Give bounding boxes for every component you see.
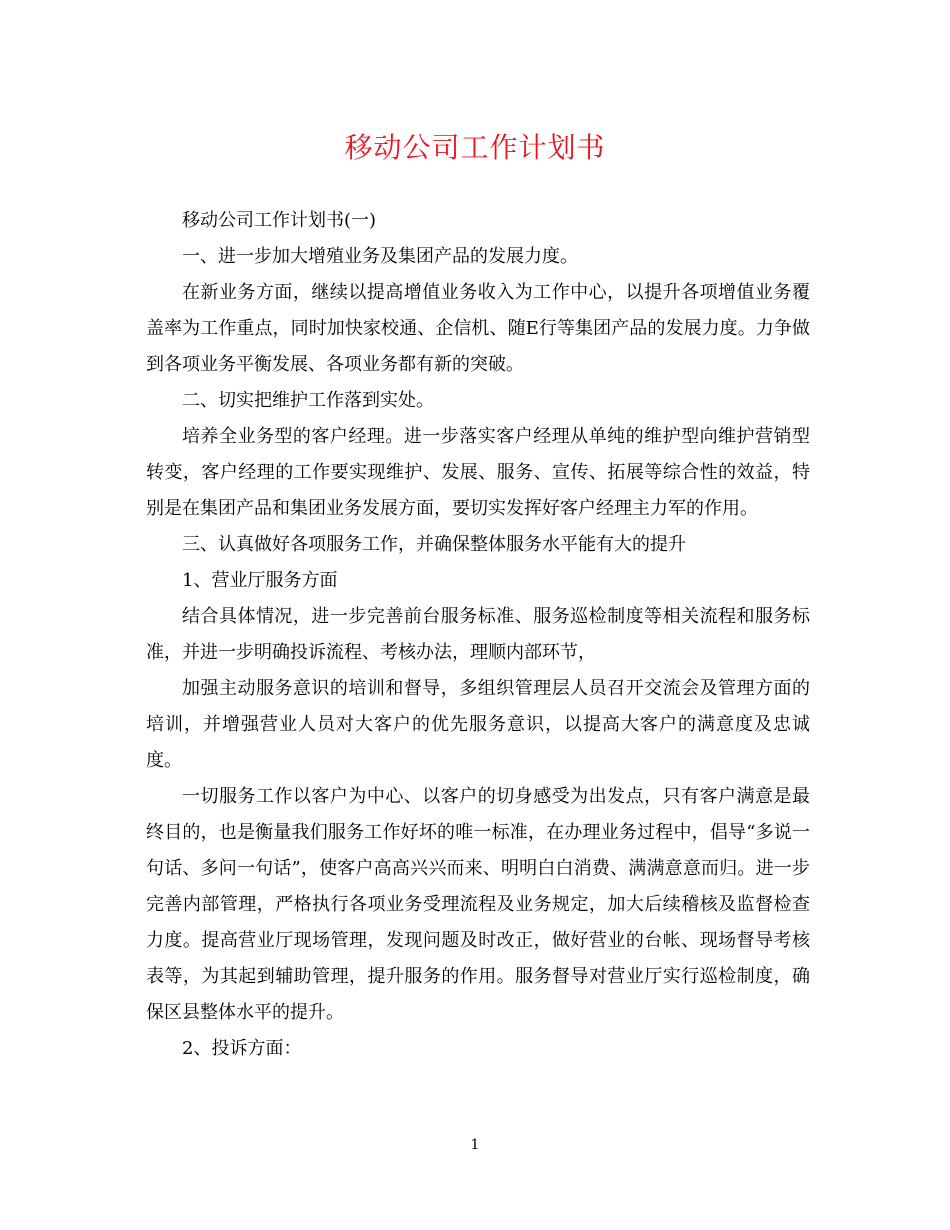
paragraph: 加强主动服务意识的培训和督导，多组织管理层人员召开交流会及管理方面的培训，并增强营业人员对大客户的优先服务意识，以提高大客户的满意度及忠诚度。	[146, 678, 810, 771]
paragraph: 三、认真做好各项服务工作，并确保整体服务水平能有大的提升	[182, 534, 686, 555]
paragraph: 1、营业厅服务方面	[182, 570, 338, 591]
paragraph: 移动公司工作计划书(一)	[182, 210, 377, 231]
paragraph: 2、投诉方面：	[182, 1038, 302, 1059]
paragraph: 一切服务工作以客户为中心、以客户的切身感受为出发点，只有客户满意是最终目的，也是衡量我们服务工作好坏的唯一标准，在办理业务过程中，倡导“多说一句话、多问一句话”，使客户高高兴兴而来、明明白白消费、满满意意而归。进一步完善内部管理，严格执行各项业务受理流程及业务规定，加大后续稽核及监督检查力度。提高营业厅现场管理，发现问题及时改正，做好营业的台帐、现场督导考核表等，为其起到辅助管理，提升服务的作用。服务督导对营业厅实行巡检制度，确保区县整体水平的提升。	[146, 786, 810, 1023]
paragraph: 培养全业务型的客户经理。进一步落实客户经理从单纯的维护型向维护营销型转变，客户经理的工作要实现维护、发展、服务、宣传、拓展等综合性的效益，特别是在集团产品和集团业务发展方面，要切实发挥好客户经理主力军的作用。	[146, 426, 810, 519]
paragraph: 在新业务方面，继续以提高增值业务收入为工作中心，以提升各项增值业务覆盖率为工作重点，同时加快家校通、企信机、随E行等集团产品的发展力度。力争做到各项业务平衡发展、各项业务都有新的突破。	[146, 282, 810, 375]
paragraph: 一、进一步加大增殖业务及集团产品的发展力度。	[182, 246, 578, 267]
paragraph: 结合具体情况，进一步完善前台服务标准、服务巡检制度等相关流程和服务标准，并进一步明确投诉流程、考核办法，理顺内部环节，	[146, 606, 810, 663]
document-title: 移动公司工作计划书	[344, 131, 606, 164]
document-body	[146, 203, 810, 1067]
paragraph: 二、切实把维护工作落到实处。	[182, 390, 434, 411]
page-number: 1	[470, 1137, 480, 1153]
